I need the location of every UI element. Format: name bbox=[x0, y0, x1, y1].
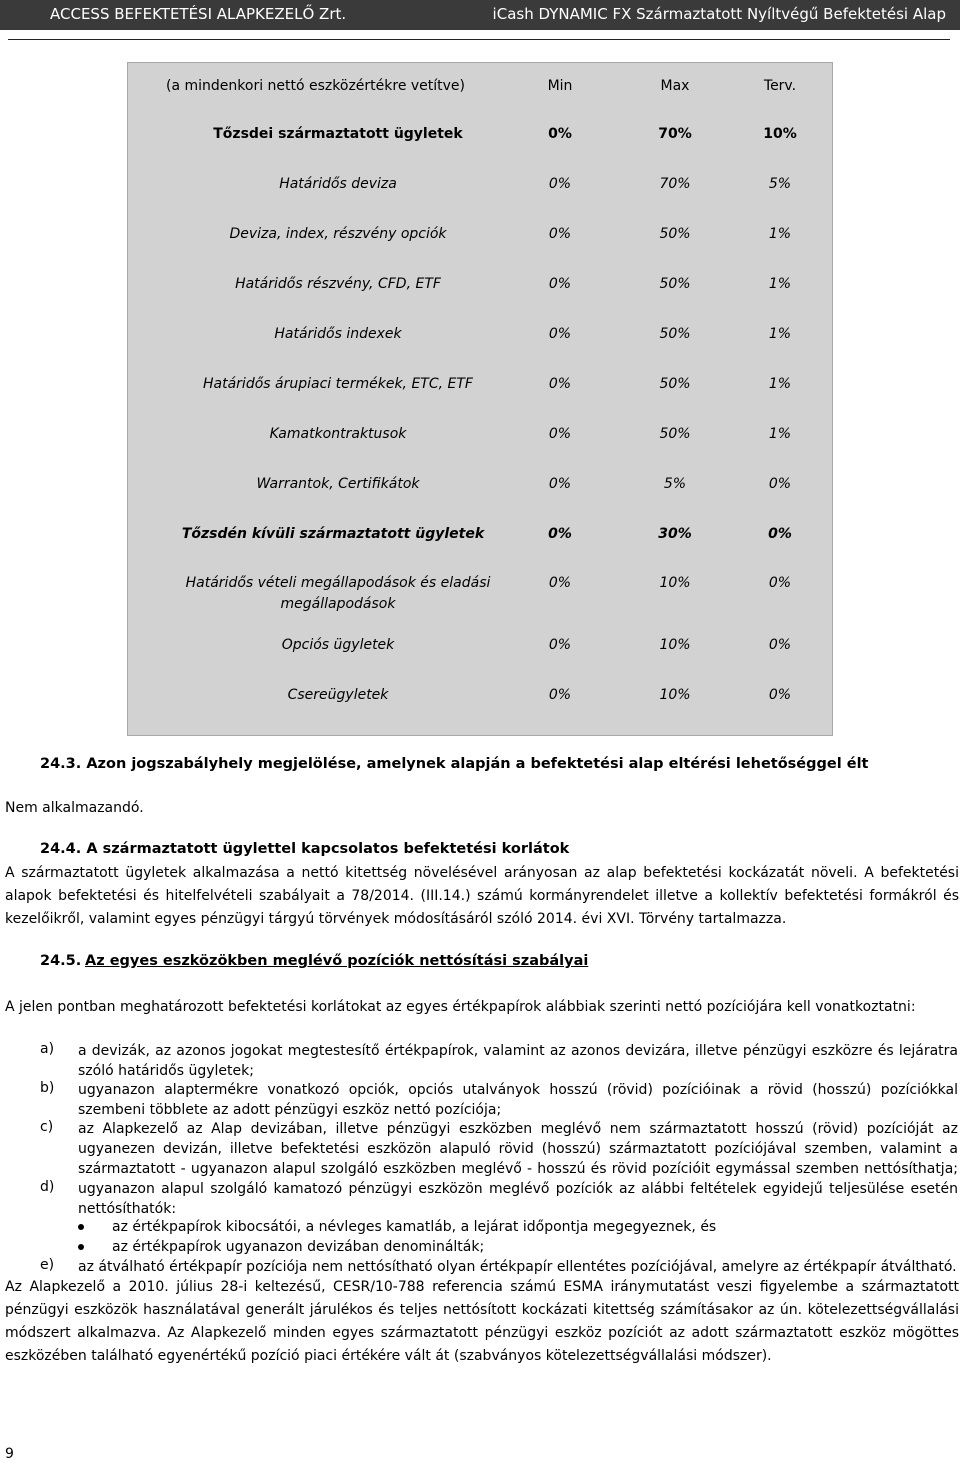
header-cell-description: (a mindenkori nettó eszközértékre vetítve) bbox=[166, 78, 466, 94]
closing-paragraph-line2: pénzügyi eszközök használatával generált járulékos és teljes nettósított kockázati kitettség számításakor az ún. kötelezettségvállalási bbox=[5, 1302, 959, 1318]
row-min: 0% bbox=[548, 526, 572, 542]
section-24-3-heading: 24.3. Azon jogszabályhely megjelölése, amelynek alapján a befektetési alap eltérési lehetőséggel élt bbox=[40, 756, 869, 772]
row-min: 0% bbox=[548, 476, 572, 492]
list-item-d-bullet2: az értékpapírok ugyanazon devizában denominálták; bbox=[112, 1239, 485, 1255]
list-item-c-line2: ugyanezen devizán, illetve befektetési eszközön alapuló rövid (hosszú) származtatott pozíciójával szemben, valamint a bbox=[78, 1141, 958, 1157]
row-label: Kamatkontraktusok bbox=[269, 426, 407, 442]
page-number: 9 bbox=[5, 1446, 14, 1462]
row-label: Csereügyletek bbox=[287, 687, 389, 703]
row-max: 50% bbox=[659, 276, 691, 292]
closing-paragraph-line4: eszközében található egyenértékű pozíció piaci értékére vált át (szabványos kötelezettségvállalási módszer). bbox=[5, 1348, 772, 1364]
header-divider bbox=[8, 39, 950, 40]
header-cell-plan: Terv. bbox=[763, 78, 797, 94]
row-label-line2: megállapodások bbox=[280, 596, 396, 612]
row-max: 50% bbox=[659, 426, 691, 442]
row-max: 50% bbox=[659, 226, 691, 242]
row-plan: 0% bbox=[768, 476, 792, 492]
section-24-5-title: Az egyes eszközökben meglévő pozíciók nettósítási szabályai bbox=[85, 953, 589, 969]
row-min: 0% bbox=[548, 376, 572, 392]
row-plan: 0% bbox=[768, 687, 792, 703]
list-item-d-line1: ugyanazon alapul szolgáló kamatozó pénzügyi eszközön meglévő pozíciók az alábbi feltételek egyidejű teljesülése esetén bbox=[78, 1181, 958, 1197]
row-max: 5% bbox=[663, 476, 687, 492]
row-max: 50% bbox=[659, 376, 691, 392]
section-24-5-number: 24.5. bbox=[40, 953, 82, 969]
closing-paragraph-line1: Az Alapkezelő a 2010. július 28-i keltezésű, CESR/10-788 referencia számú ESMA iránymutatást veszi figyelembe a származtatott bbox=[5, 1279, 959, 1295]
row-label: Határidős indexek bbox=[274, 326, 402, 342]
header-fund-name: iCash DYNAMIC FX Származtatott Nyíltvégű Befektetési Alap bbox=[492, 5, 946, 23]
section-24-3-text: Nem alkalmazandó. bbox=[5, 800, 144, 816]
list-item-d-bullet1: az értékpapírok kibocsátói, a névleges kamatláb, a lejárat időpontja megegyeznek, és bbox=[112, 1219, 717, 1235]
row-min: 0% bbox=[548, 575, 572, 591]
running-header bbox=[0, 0, 960, 30]
row-min: 0% bbox=[548, 637, 572, 653]
row-min: 0% bbox=[548, 176, 572, 192]
section-24-4-line1: A származtatott ügyletek alkalmazása a nettó kitettség növelésével arányosan az alap befektetési kockázatát növeli. A befektetési bbox=[5, 865, 959, 881]
row-label: Warrantok, Certifikátok bbox=[256, 476, 420, 492]
row-label: Határidős deviza bbox=[279, 176, 397, 192]
row-max: 50% bbox=[659, 326, 691, 342]
row-max: 30% bbox=[658, 526, 692, 542]
row-plan: 1% bbox=[768, 426, 792, 442]
list-label-d: d) bbox=[40, 1179, 55, 1195]
row-label: Tőzsdén kívüli származtatott ügyletek bbox=[181, 526, 485, 542]
header-company: ACCESS BEFEKTETÉSI ALAPKEZELŐ Zrt. bbox=[50, 5, 347, 23]
list-label-b: b) bbox=[40, 1080, 55, 1096]
closing-paragraph-line3: módszert alkalmazva. Az Alapkezelő minden egyes származtatott pénzügyi eszköz pozíciót az adott származtatott eszköz mögöttes bbox=[5, 1325, 959, 1341]
row-plan: 5% bbox=[768, 176, 792, 192]
row-max: 10% bbox=[659, 637, 691, 653]
list-item-e-line1: az átválható értékpapír pozíciója nem nettósítható olyan értékpapír ellentétes pozíciójával, amelyre az értékpapír átváltható. bbox=[78, 1259, 957, 1275]
list-label-a: a) bbox=[40, 1041, 55, 1057]
row-label: Határidős árupiaci termékek, ETC, ETF bbox=[203, 376, 473, 392]
derivatives-limits-table bbox=[127, 62, 833, 736]
list-label-e: e) bbox=[40, 1257, 55, 1273]
list-item-c-line1: az Alapkezelő az Alap devizában, illetve pénzügyi eszközben meglévő nem származtatott hosszú (rövid) pozícióját az bbox=[78, 1121, 958, 1137]
bullet-icon bbox=[78, 1224, 84, 1230]
section-24-5-intro: A jelen pontban meghatározott befektetési korlátokat az egyes értékpapírok alábbiak szerinti nettó pozíciójára kell vonatkoztatni: bbox=[5, 999, 916, 1015]
bullet-icon bbox=[78, 1244, 84, 1250]
row-label: Határidős részvény, CFD, ETF bbox=[235, 276, 441, 292]
section-24-4-heading: 24.4. A származtatott ügylettel kapcsolatos befektetési korlátok bbox=[40, 841, 570, 857]
header-cell-min: Min bbox=[547, 78, 573, 94]
row-min: 0% bbox=[548, 126, 572, 142]
list-item-c-line3: származtatott - ugyanazon alapul szolgáló eszközben meglévő - hosszú és rövid pozícióit egymással szemben nettósíthatja; bbox=[78, 1161, 958, 1177]
list-item-a-line2: szóló határidős ügyletek; bbox=[78, 1063, 254, 1079]
row-plan: 0% bbox=[768, 575, 792, 591]
row-min: 0% bbox=[548, 276, 572, 292]
row-max: 70% bbox=[659, 176, 691, 192]
list-item-b-line1: ugyanazon alaptermékre vonatkozó opciók, opciós utalványok hosszú (rövid) pozícióinak a rövid (hosszú) pozíciókkal bbox=[78, 1082, 958, 1098]
row-label-line1: Határidős vételi megállapodások és eladási bbox=[185, 575, 491, 591]
list-label-c: c) bbox=[40, 1119, 54, 1135]
list-item-b-line2: szembeni többlete az adott pénzügyi eszköz nettó pozíciója; bbox=[78, 1102, 502, 1118]
list-item-a-line1: a devizák, az azonos jogokat megtestesítő értékpapírok, valamint az azonos devizára, illetve pénzügyi eszközre és lejáratra bbox=[78, 1043, 958, 1059]
row-plan: 0% bbox=[768, 526, 792, 542]
row-plan: 1% bbox=[768, 276, 792, 292]
row-label: Deviza, index, részvény opciók bbox=[229, 226, 447, 242]
section-24-4-line2: alapok befektetési és hitelfelvételi szabályait a 78/2014. (III.14.) számú kormányrendelet illetve a kollektív befektetési formákról és bbox=[5, 888, 959, 904]
row-label: Opciós ügyletek bbox=[281, 637, 395, 653]
row-plan: 1% bbox=[768, 226, 792, 242]
row-plan: 1% bbox=[768, 326, 792, 342]
row-plan: 10% bbox=[763, 126, 797, 142]
row-max: 70% bbox=[658, 126, 692, 142]
header-cell-max: Max bbox=[660, 78, 690, 94]
row-label: Tőzsdei származtatott ügyletek bbox=[213, 126, 463, 142]
row-min: 0% bbox=[548, 326, 572, 342]
section-24-4-line3: kezelőikről, valamint egyes pénzügyi tárgyú törvények módosításáról szóló 2014. évi XVI. Törvény tartalmazza. bbox=[5, 911, 787, 927]
row-max: 10% bbox=[659, 687, 691, 703]
row-min: 0% bbox=[548, 687, 572, 703]
row-min: 0% bbox=[548, 226, 572, 242]
row-min: 0% bbox=[548, 426, 572, 442]
list-item-d-line2: nettósíthatók: bbox=[78, 1201, 177, 1217]
row-plan: 1% bbox=[768, 376, 792, 392]
row-plan: 0% bbox=[768, 637, 792, 653]
row-max: 10% bbox=[659, 575, 691, 591]
